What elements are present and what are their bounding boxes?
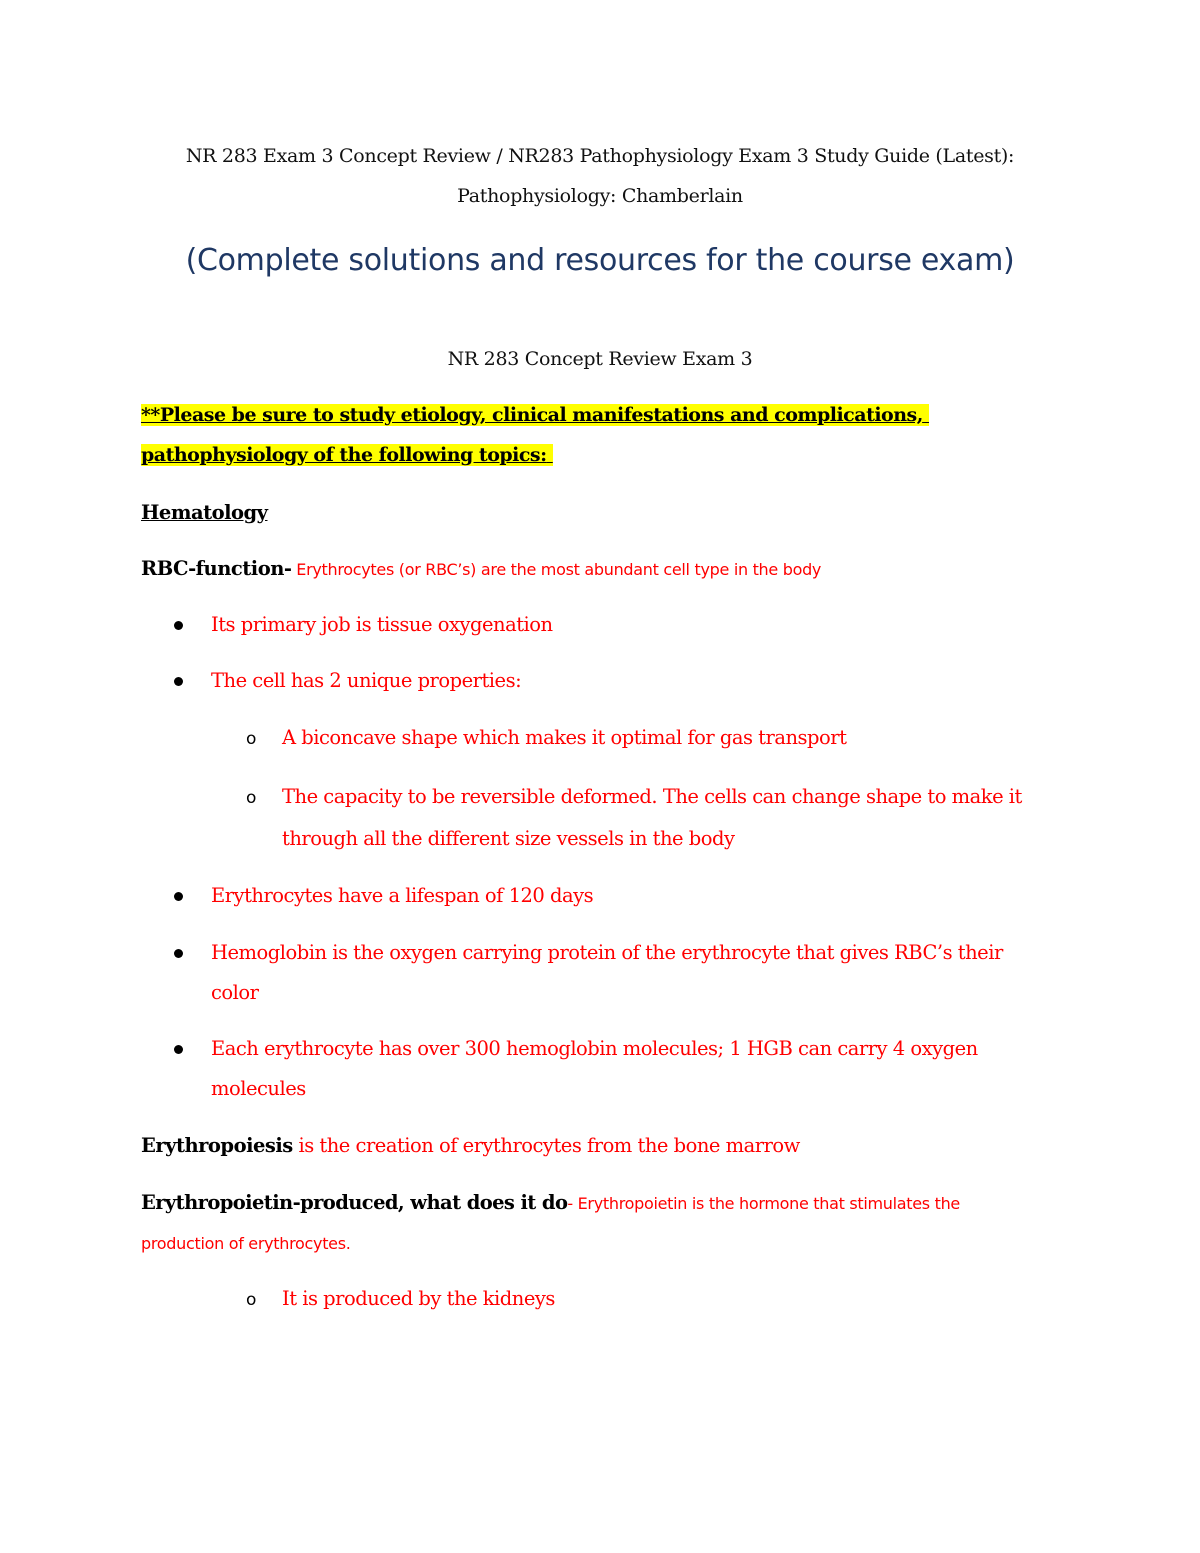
rbc-function-desc: Erythrocytes (or RBC’s) are the most abundant cell type in the body: [291, 560, 822, 579]
sub-bullet-kidneys: It is produced by the kidneys: [282, 1287, 555, 1310]
bullet-molecules-line2: molecules: [211, 1077, 306, 1100]
circle-bullet-icon: o: [246, 788, 257, 808]
document-subtitle: (Complete solutions and resources for the course exam): [185, 243, 1015, 278]
erythropoiesis-line: [141, 1134, 800, 1157]
study-notice-text2: pathophysiology of the following topics:: [141, 444, 547, 466]
sub-bullet-biconcave: A biconcave shape which makes it optimal for gas transport: [282, 726, 847, 749]
erythropoiesis-desc: is the creation of erythrocytes from the bone marrow: [292, 1134, 800, 1157]
sub-bullet-deformed-line2: through all the different size vessels in the body: [282, 827, 735, 850]
section-title: NR 283 Concept Review Exam 3: [447, 348, 753, 370]
document-title-line1: NR 283 Exam 3 Concept Review / NR283 Pathophysiology Exam 3 Study Guide (Latest):: [185, 145, 1015, 167]
rbc-function-line: [141, 557, 821, 580]
sub-bullet-deformed-line1: The capacity to be reversible deformed. The cells can change shape to make it: [282, 785, 1022, 808]
bullet-icon: [174, 949, 183, 958]
bullet-hemoglobin-line2: color: [211, 981, 259, 1004]
rbc-function-label: RBC-function-: [141, 557, 292, 580]
hematology-heading: Hematology: [141, 501, 268, 524]
bullet-molecules-line1: Each erythrocyte has over 300 hemoglobin molecules; 1 HGB can carry 4 oxygen: [211, 1037, 978, 1060]
bullet-icon: [174, 1045, 183, 1054]
erythropoietin-label: Erythropoietin-produced, what does it do: [141, 1191, 568, 1214]
erythropoietin-desc-line2: production of erythrocytes.: [141, 1234, 351, 1253]
erythropoietin-line1: [141, 1191, 960, 1214]
bullet-icon: [174, 677, 183, 686]
circle-bullet-icon: o: [246, 1290, 257, 1310]
bullet-icon: [174, 892, 183, 901]
circle-bullet-icon: o: [246, 729, 257, 749]
bullet-lifespan: Erythrocytes have a lifespan of 120 days: [211, 884, 594, 907]
document-title-line2: Pathophysiology: Chamberlain: [457, 185, 743, 207]
study-notice-text1: **Please be sure to study etiology, clinical manifestations and complications,: [141, 404, 923, 426]
erythropoietin-desc-line1: - Erythropoietin is the hormone that stimulates the: [567, 1194, 960, 1213]
bullet-hemoglobin-line1: Hemoglobin is the oxygen carrying protein of the erythrocyte that gives RBC’s their: [211, 941, 1003, 964]
bullet-icon: [174, 621, 183, 630]
study-notice-line1: [141, 405, 929, 425]
bullet-primary-job: Its primary job is tissue oxygenation: [211, 613, 553, 636]
erythropoiesis-term: Erythropoiesis: [141, 1134, 293, 1157]
bullet-unique-properties: The cell has 2 unique properties:: [211, 669, 522, 692]
study-notice-line2: [141, 445, 553, 465]
